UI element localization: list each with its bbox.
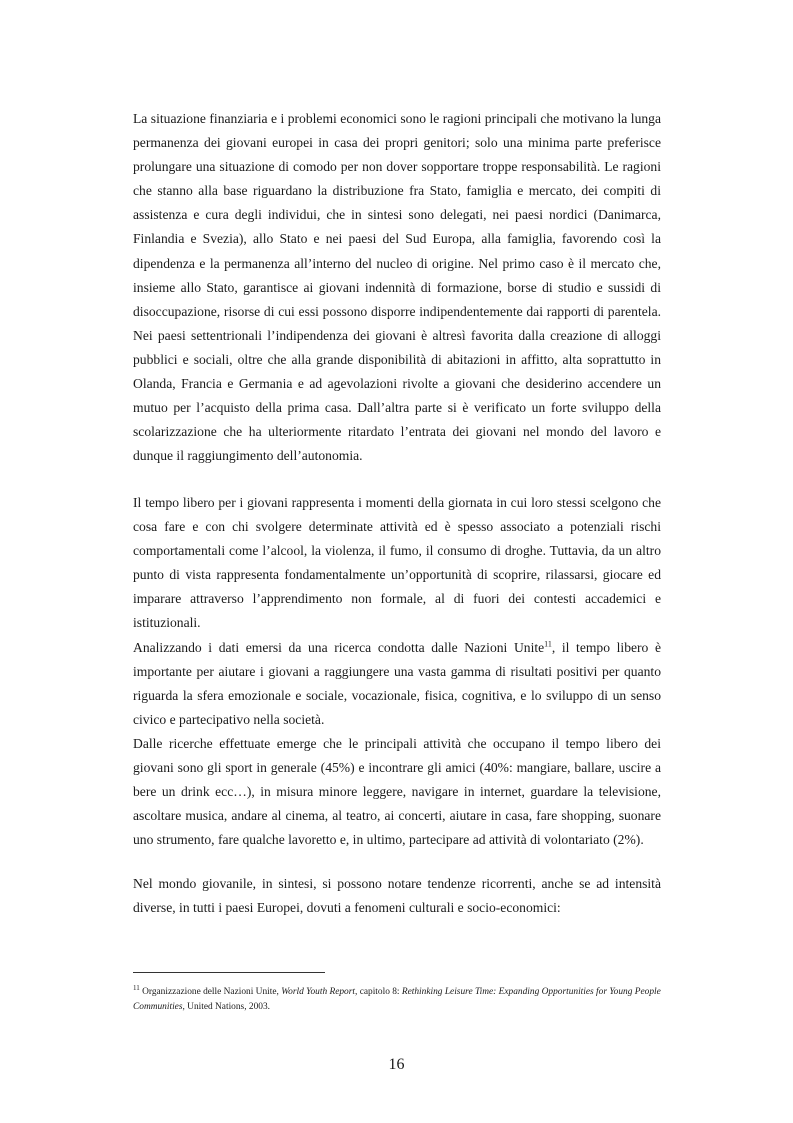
footnote-title: Rethinking Leisure Time: Expanding Opportunities for Young People Communities: [133, 987, 661, 1013]
paragraph-text: Analizzando i dati emersi da una ricerca condotta dalle Nazioni Unite: [133, 639, 545, 655]
paragraph-text: , il tempo libero è importante per aiutare i giovani a raggiungere una vasta gamma di risultati positivi per quanto riguarda la sfera emozionale e sociale, vocazionale, fisica, cognitiva, e lo sviluppo di un senso civico e partecipativo nella società.: [133, 639, 662, 727]
footnote-text: , United Nations, 2003.: [182, 1002, 270, 1013]
footnote-text: Organizzazione delle Nazioni Unite,: [139, 987, 282, 998]
paragraph-financial: [133, 107, 661, 468]
paragraph-leisure: [133, 491, 661, 852]
footnote: [133, 981, 661, 1015]
paragraph-un-research: [133, 636, 661, 732]
paragraph-text: Nel mondo giovanile, in sintesi, si possono notare tendenze ricorrenti, anche se ad intensità diverse, in tutti i paesi Europei, dovuti a fenomeni culturali e socio-economici:: [133, 876, 661, 916]
paragraph-activities: Dalle ricerche effettuate emerge che le principali attività che occupano il tempo libero dei giovani sono gli sport in generale (45%) e incontrare gli amici (40%: mangiare, ballare, uscire a bere un drink ecc…), in misura minore leggere, navigare in internet, guardare la televisione, ascoltare musica, andare al cinema, al teatro, ai concerti, aiutare in casa, fare shopping, suonare uno strumento, fare qualche lavoretto e, in ultimo, partecipare ad attività di volontariato (2%).: [133, 735, 661, 848]
paragraph-text: Il tempo libero per i giovani rappresenta i momenti della giornata in cui loro stessi scelgono che cosa fare e con chi svolgere determinate attività ed è spesso associato a potenziali rischi comportamentali come l’alcool, la violenza, il fumo, il consumo di droghe. Tuttavia, da un altro punto di vista rappresenta fondamentalmente un’opportunità di scoprire, rilassarsi, giocare ed imparare attraverso l’apprendimento non formale, al di fuori dei contesti accademici e istituzionali.: [133, 495, 661, 631]
footnote-reference[interactable]: 11: [544, 639, 552, 649]
paragraph-text: La situazione finanziaria e i problemi economici sono le ragioni principali che motivano la lunga permanenza dei giovani europei in casa dei propri genitori; solo una minima parte preferisce prolungare una situazione di comodo per non dover sopportare troppe responsabilità. Le ragioni che stanno alla base riguardano la distribuzione fra Stato, famiglia e mercato, dei compiti di assistenza e cura degli individui, che in sintesi sono delegati, nei paesi nordici (Danimarca, Finlandia e Svezia), allo Stato e nei paesi del Sud Europa, alla famiglia, favorendo così la dipendenza e la permanenza all’interno del nucleo di origine. Nel primo caso è il mercato che, insieme allo Stato, garantisce ai giovani indennità di formazione, borse di studio e sussidi di disoccupazione, risorse di cui essi possono disporre indipendentemente dai rapporti di parentela. Nei paesi settentrionali l’indipendenza dei giovani è altresì favorita dalla creazione di alloggi pubblici e sociali, oltre che alla grande disponibilità di abitazioni in affitto, alta soprattutto in Olanda, Francia e Germania e ad agevolazioni rivolte a giovani che desiderino accendere un mutuo per l’acquisto della prima casa. Dall’altra parte si è verificato un forte sviluppo della scolarizzazione che ha ulteriormente ritardato l’entrata dei giovani nel mondo del lavoro e dunque il raggiungimento dell’autonomia.: [133, 111, 661, 464]
footnote-number: 11: [133, 984, 140, 992]
footnote-divider: [133, 972, 325, 973]
footnote-title: World Youth Report: [281, 987, 355, 998]
footnote-text: , capitolo 8:: [355, 987, 402, 998]
page-number: 16: [388, 1056, 405, 1073]
paragraph-summary: [133, 872, 661, 920]
